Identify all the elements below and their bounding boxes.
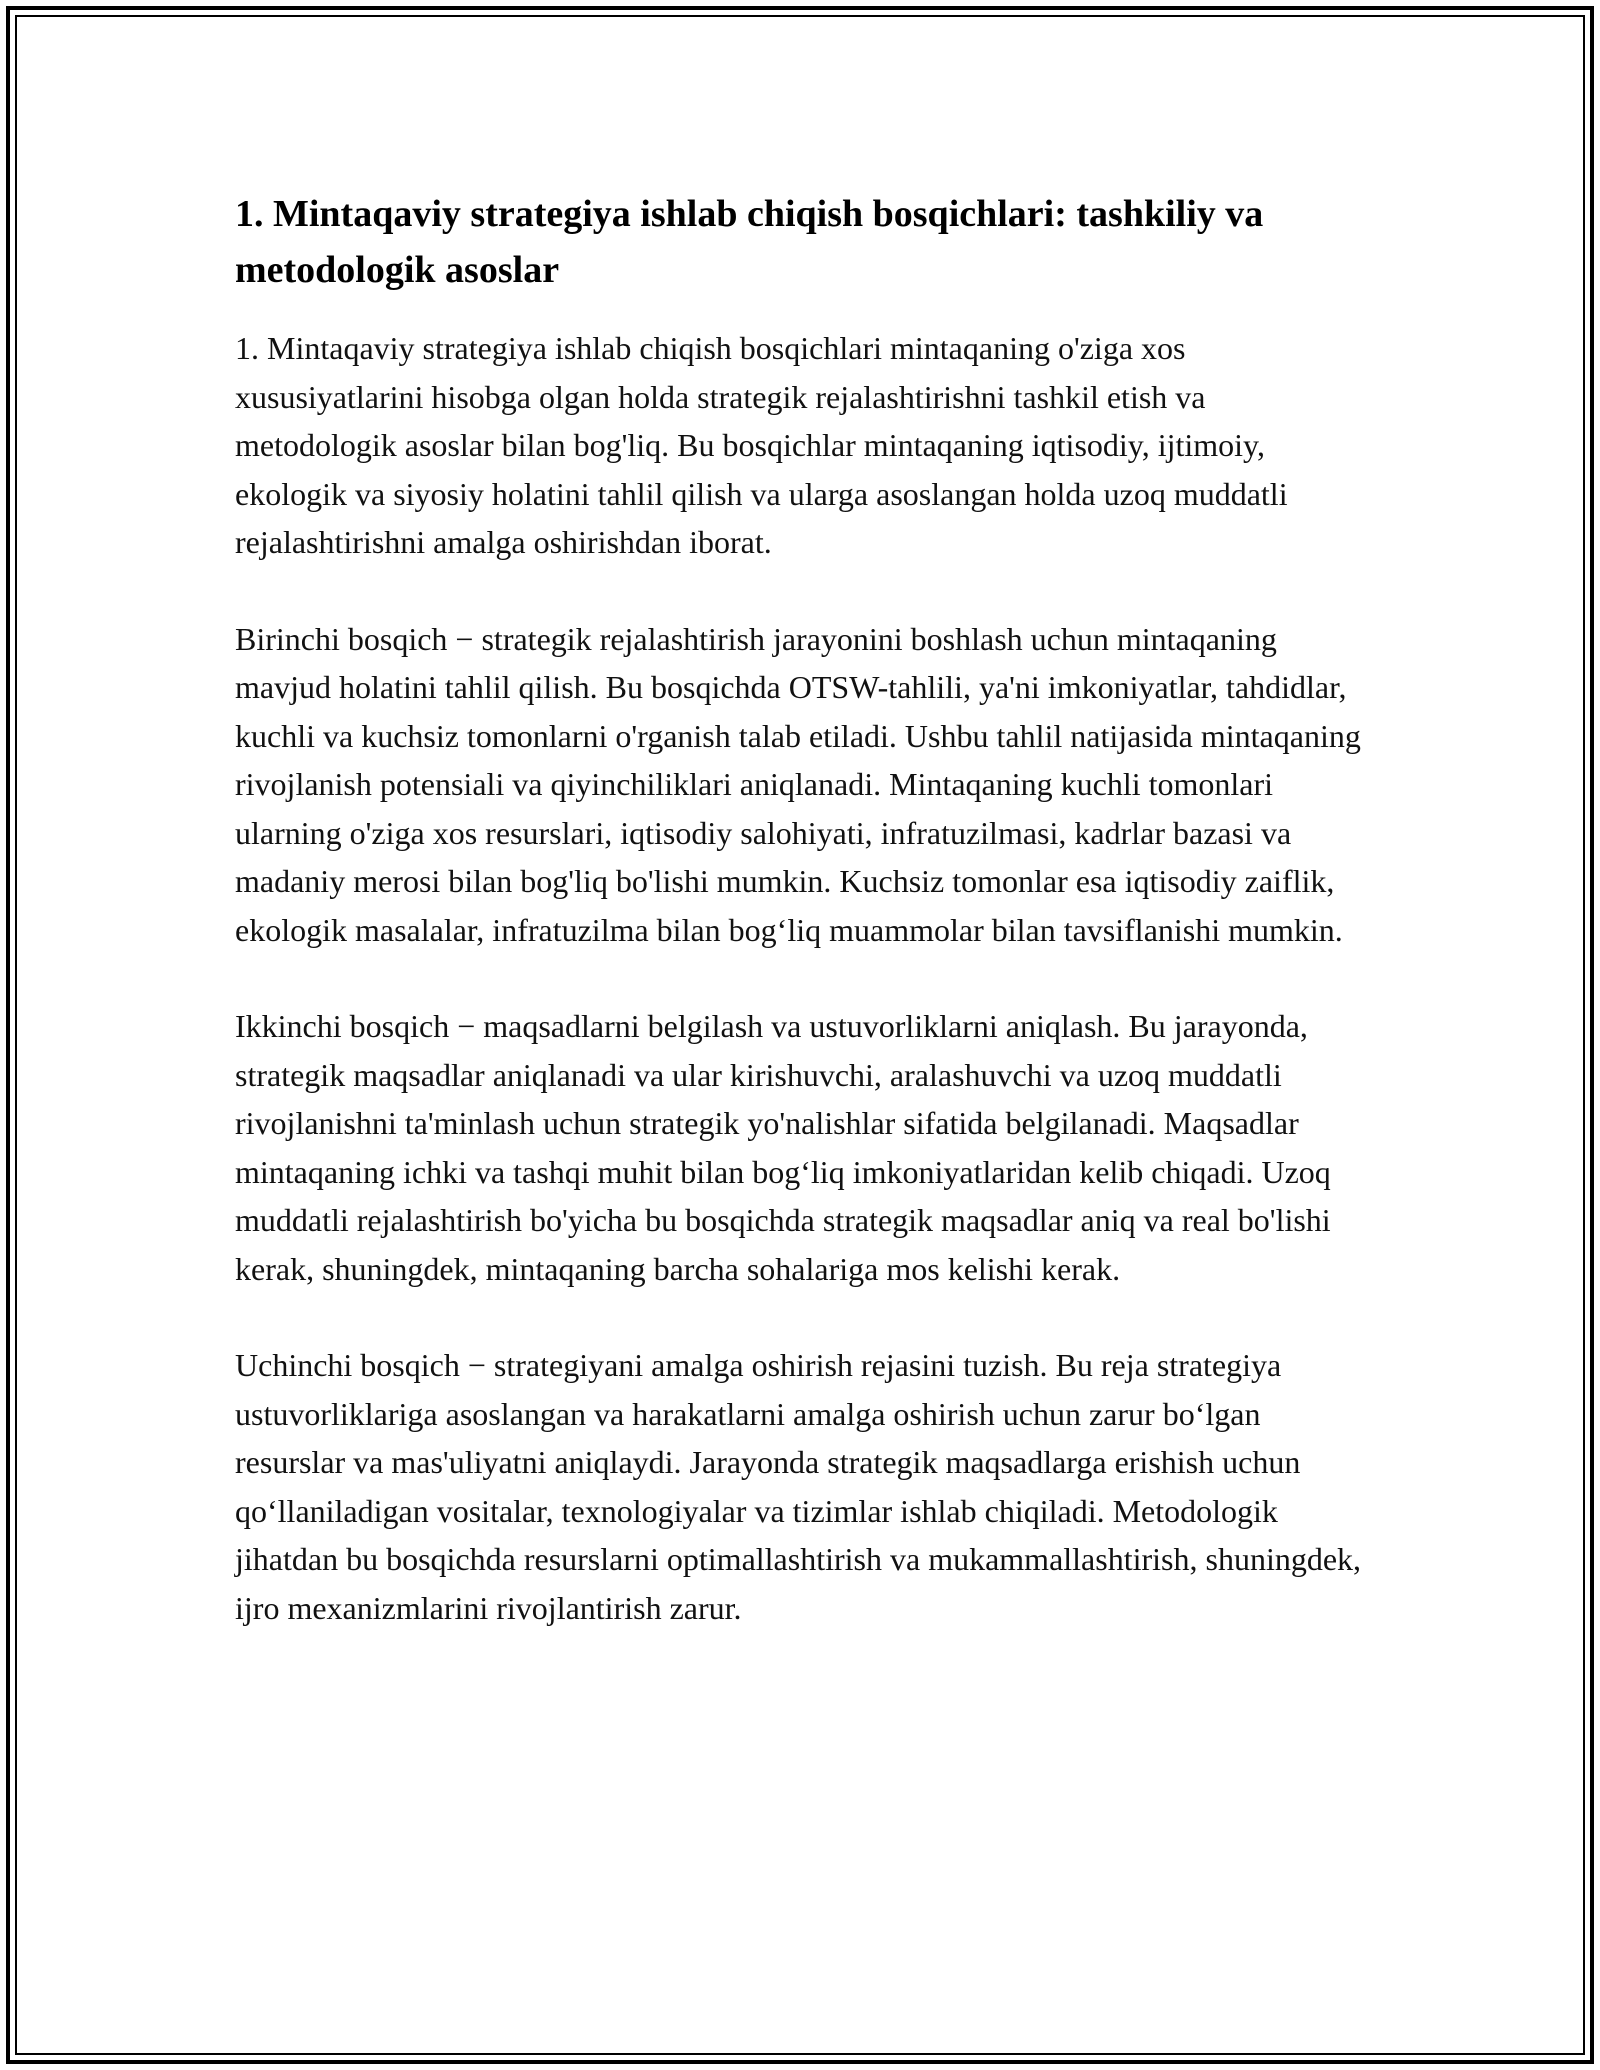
paragraph-stage-three: Uchinchi bosqich − strategiyani amalga oshirish rejasini tuzish. Bu reja strategiya ustuvorliklariga asoslangan va harakatlarni amalga oshirish uchun zarur bo‘lgan resurslar va mas'uliyatni aniqlaydi. Jarayonda strategik maqsadlarga erishish uchun qo‘llaniladigan vositalar, texnologiyalar va tizimlar ishlab chiqiladi. Metodologik jihatdan bu bosqichda resurslarni optimallashtirish va mukammallashtirish, shuningdek, ijro mexanizmlarini rivojlantirish zarur. <box>235 1347 1362 1626</box>
document-title: 1. Mintaqaviy strategiya ishlab chiqish bosqichlari: tashkiliy va metodologik asoslar <box>235 193 1264 291</box>
paragraph-stage-two: Ikkinchi bosqich − maqsadlarni belgilash va ustuvorliklarni aniqlash. Bu jarayonda, strategik maqsadlar aniqlanadi va ular kirishuvchi, aralashuvchi va uzoq muddatli rivojlanishni ta'minlash uchun strategik yo'nalishlar sifatida belgilanadi. Maqsadlar mintaqaning ichki va tashqi muhit bilan bog‘liq imkoniyatlaridan kelib chiqadi. Uzoq muddatli rejalashtirish bo'yicha bu bosqichda strategik maqsadlar aniq va real bo'lishi kerak, shuningdek, mintaqaning barcha sohalariga mos kelishi kerak. <box>235 1008 1331 1287</box>
paragraph-intro: 1. Mintaqaviy strategiya ishlab chiqish bosqichlari mintaqaning o'ziga xos xususiyatlarini hisobga olgan holda strategik rejalashtirishni tashkil etish va metodologik asoslar bilan bog'liq. Bu bosqichlar mintaqaning iqtisodiy, ijtimoiy, ekologik va siyosiy holatini tahlil qilish va ularga asoslangan holda uzoq muddatli rejalashtirishni amalga oshirishdan iborat. <box>235 330 1288 560</box>
paragraph-stage-one: Birinchi bosqich − strategik rejalashtirish jarayonini boshlash uchun mintaqaning mavjud holatini tahlil qilish. Bu bosqichda OTSW-tahlili, ya'ni imkoniyatlar, tahdidlar, kuchli va kuchsiz tomonlarni o'rganish talab etiladi. Ushbu tahlil natijasida mintaqaning rivojlanish potensiali va qiyinchiliklari aniqlanadi. Mintaqaning kuchli tomonlari ularning o'ziga xos resurslari, iqtisodiy salohiyati, infratuzilmasi, kadrlar bazasi va madaniy merosi bilan bog'liq bo'lishi mumkin. Kuchsiz tomonlar esa iqtisodiy zaiflik, ekologik masalalar, infratuzilma bilan bog‘liq muammolar bilan tavsiflanishi mumkin. <box>235 620 1361 948</box>
document-body <box>235 186 1365 1680</box>
